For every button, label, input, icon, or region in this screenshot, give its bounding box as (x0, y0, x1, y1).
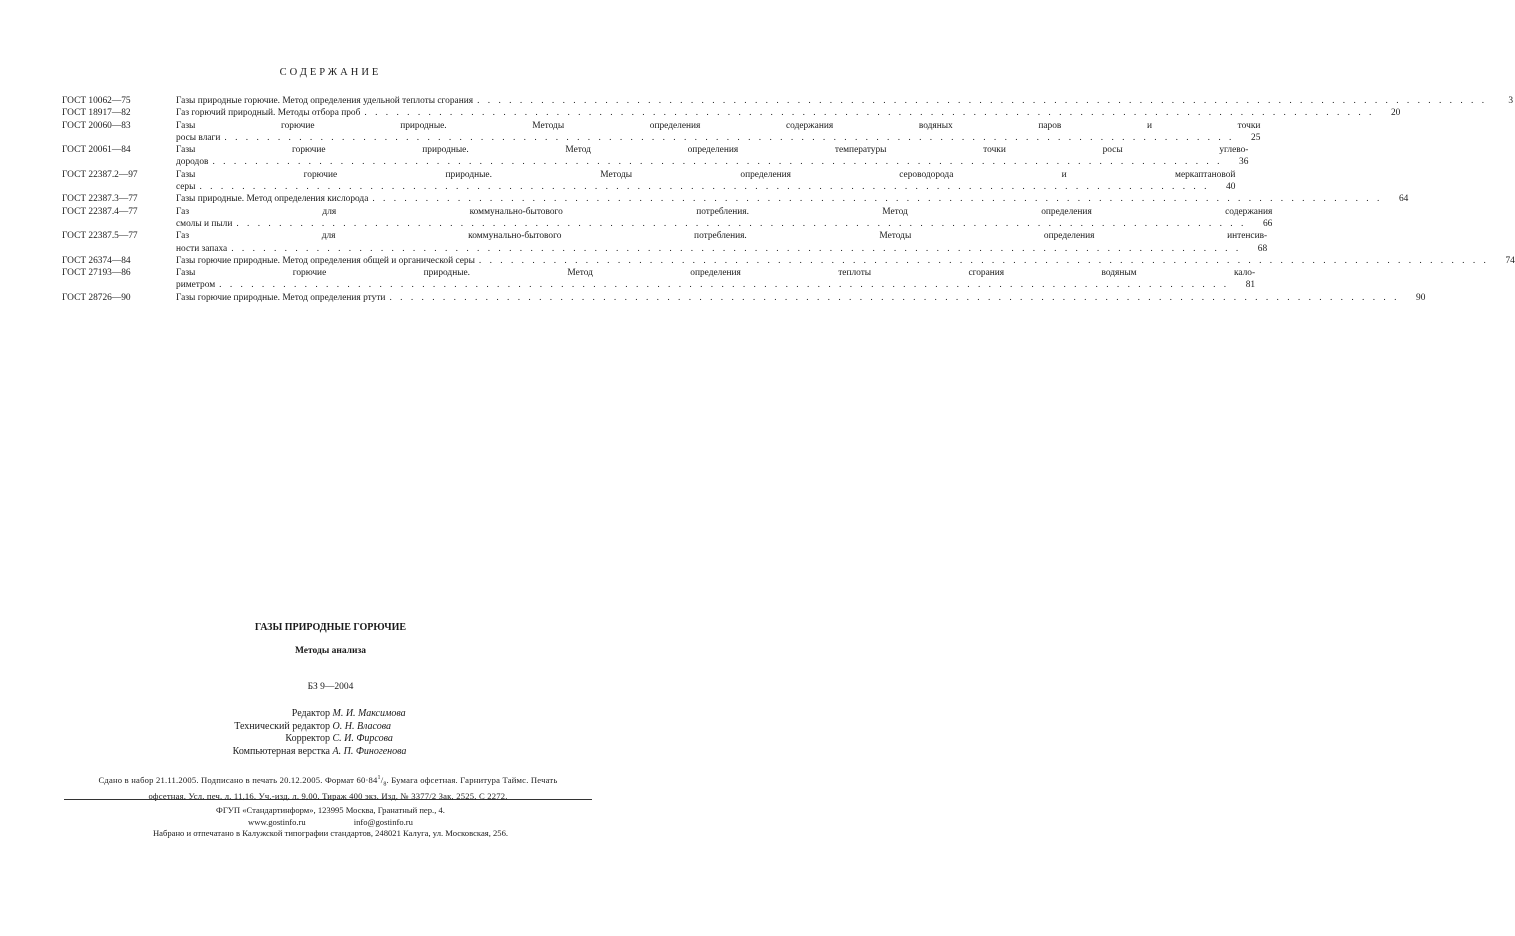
toc-description-text: Газ для коммунально-бытового потребления. Методы определения интенсив- (176, 231, 1268, 242)
toc-description-text: Газы горючие природные. Методы определения содержания водяных паров и точки (176, 120, 1261, 131)
toc-description-text: Газы горючие природные. Метод определения ртути (176, 292, 386, 303)
book-title: ГАЗЫ ПРИРОДНЫЕ ГОРЮЧИЕ (254, 622, 407, 633)
toc-description (176, 95, 1513, 107)
toc-page-number: 90 (1416, 292, 1426, 303)
credit-line (0, 721, 661, 734)
toc-page-number: 20 (1390, 108, 1401, 119)
credits (0, 708, 661, 758)
toc-standard-number: ГОСТ 22387.5—77 (62, 231, 138, 242)
toc-page-number: 74 (1505, 255, 1515, 266)
toc-description-text: Газы горючие природные. Метод определения теплоты сгорания водяным кало- (176, 268, 1256, 279)
toc-description (176, 206, 1272, 231)
toc-entry[interactable] (62, 193, 1409, 205)
credit-role: Корректор (285, 733, 330, 744)
toc-entry[interactable] (62, 144, 1249, 169)
toc-standard-number: ГОСТ 22387.3—77 (62, 194, 138, 205)
credit-name: М. И. Максимова (332, 708, 406, 719)
toc-entry[interactable] (62, 120, 1261, 145)
publisher-links (0, 817, 661, 829)
toc-standard-number: ГОСТ 22387.4—77 (62, 206, 138, 217)
toc-entry[interactable] (62, 292, 1426, 304)
credit-line (0, 746, 661, 759)
toc-page-number: 68 (1257, 243, 1268, 254)
toc-entry[interactable] (62, 267, 1256, 292)
imprint-line-1-end: . Бумага офсетная. Гарнитура Таймс. Печать (386, 774, 558, 785)
credit-name: С. И. Фирсова (332, 733, 393, 744)
toc-page-number: 40 (1226, 182, 1236, 193)
toc-standard-number: ГОСТ 27193—86 (62, 268, 131, 279)
toc-leader-dots (477, 95, 1487, 107)
imprint-line-1: Сдано в набор 21.11.2005. Подписано в печать 20.12.2005. Формат $60\cdot 84^1/_8$. Бумага офсетная. Гарнитура Таймс. Печать (98, 774, 558, 788)
toc-entry[interactable] (62, 169, 1236, 194)
toc-leader-dots (224, 132, 1234, 144)
toc-description-text: смолы и пыли (176, 218, 233, 229)
toc-description (176, 144, 1248, 169)
toc-description-text: Газ горючий природный. Методы отбора проб (176, 108, 361, 119)
publisher-email-link[interactable]: info@gostinfo.ru (353, 816, 413, 827)
book-subtitle: Методы анализа (294, 646, 367, 656)
toc-page-number: 64 (1398, 194, 1409, 205)
toc-description (176, 267, 1255, 292)
toc-entry[interactable] (62, 230, 1268, 255)
toc-standard-number: ГОСТ 28726—90 (62, 292, 131, 303)
toc-description-text: Газ для коммунально-бытового потребления. Метод определения содержания (176, 206, 1273, 217)
credit-line (0, 708, 661, 721)
toc-page-number: 36 (1239, 157, 1249, 168)
credit-name: О. Н. Власова (332, 720, 391, 732)
toc-description-text: риметром (176, 280, 216, 291)
toc-entry[interactable] (62, 107, 1401, 119)
bz-code: БЗ 9—2004 (307, 682, 354, 692)
toc-description-text: дородов (176, 157, 209, 168)
credit-role: Технический редактор (234, 720, 330, 732)
toc-standard-number: ГОСТ 20061—84 (62, 145, 131, 156)
toc-description-text: Газы природные. Метод определения кислорода (176, 194, 369, 205)
toc-standard-number: ГОСТ 18917—82 (62, 108, 131, 119)
credit-line (0, 733, 661, 746)
toc-description-text: Газы природные горючие. Метод определения удельной теплоты сгорания (176, 96, 474, 106)
credit-role: Компьютерная верстка (232, 745, 330, 757)
toc-page-number: 81 (1245, 280, 1256, 291)
toc-description-text: ности запаха (176, 243, 228, 254)
toc-leader-dots (372, 193, 1382, 205)
toc-leader-dots (219, 279, 1229, 291)
publisher-address: ФГУП «Стандартинформ», 123995 Москва, Гранатный пер., 4. (216, 805, 445, 815)
publisher-site-link[interactable]: www.gostinfo.ru (248, 816, 306, 827)
toc-description-text: Газы горючие природные. Методы определения сероводорода и меркаптановой (176, 169, 1236, 180)
toc-page-number: 25 (1251, 132, 1261, 143)
toc-description-text: Газы горючие природные. Метод определения общей и органической серы (176, 255, 475, 266)
toc-entry[interactable] (62, 206, 1273, 231)
credit-name: А. П. Финогенова (332, 745, 407, 757)
toc-standard-number: ГОСТ 22387.2—97 (62, 169, 138, 180)
toc-standard-number: ГОСТ 20060—83 (62, 120, 131, 131)
imprint-line-1-text: Сдано в набор 21.11.2005. Подписано в печать 20.12.2005. Формат 60·84 (98, 774, 378, 785)
toc-description (176, 120, 1260, 145)
toc-title: СОДЕРЖАНИЕ (279, 67, 382, 78)
toc-description (176, 193, 1408, 205)
credit-role: Редактор (291, 708, 330, 719)
toc-standard-number: ГОСТ 26374—84 (62, 255, 131, 266)
toc-leader-dots (212, 156, 1222, 168)
table-of-contents (62, 95, 1515, 304)
toc-description (176, 107, 1400, 119)
toc-page-number: 66 (1262, 218, 1273, 229)
toc-description-text: серы (176, 182, 196, 193)
toc-entry[interactable] (62, 255, 1515, 267)
toc-leader-dots (236, 218, 1246, 230)
printer-info: Набрано и отпечатано в Калужской типографии стандартов, 248021 Калуга, ул. Московская, 256. (152, 828, 509, 838)
toc-standard-number: ГОСТ 10062—75 (62, 96, 131, 106)
toc-leader-dots (364, 107, 1374, 119)
toc-description (176, 169, 1235, 194)
toc-description (176, 255, 1515, 267)
format-fraction-den: 8 (383, 781, 387, 788)
toc-entry[interactable] (62, 95, 1514, 107)
toc-page-number: 3 (1508, 96, 1514, 106)
toc-description-text: росы влаги (176, 132, 221, 143)
toc-leader-dots (199, 181, 1209, 193)
toc-description (176, 292, 1425, 304)
imprint-line-2: офсетная. Усл. печ. л. 11,16. Уч.-изд. л. 9,00. Тираж 400 экз. Изд. № 3377/2 Зак. 2525. С 2272. (148, 791, 508, 802)
toc-leader-dots (389, 292, 1399, 304)
divider-rule (64, 799, 592, 800)
toc-leader-dots (479, 255, 1489, 267)
toc-leader-dots (231, 243, 1241, 255)
toc-description (176, 230, 1267, 255)
format-fraction-num: 1 (377, 775, 381, 781)
toc-description-text: Газы горючие природные. Метод определения температуры точки росы углево- (176, 145, 1249, 156)
publisher-info (0, 805, 661, 840)
